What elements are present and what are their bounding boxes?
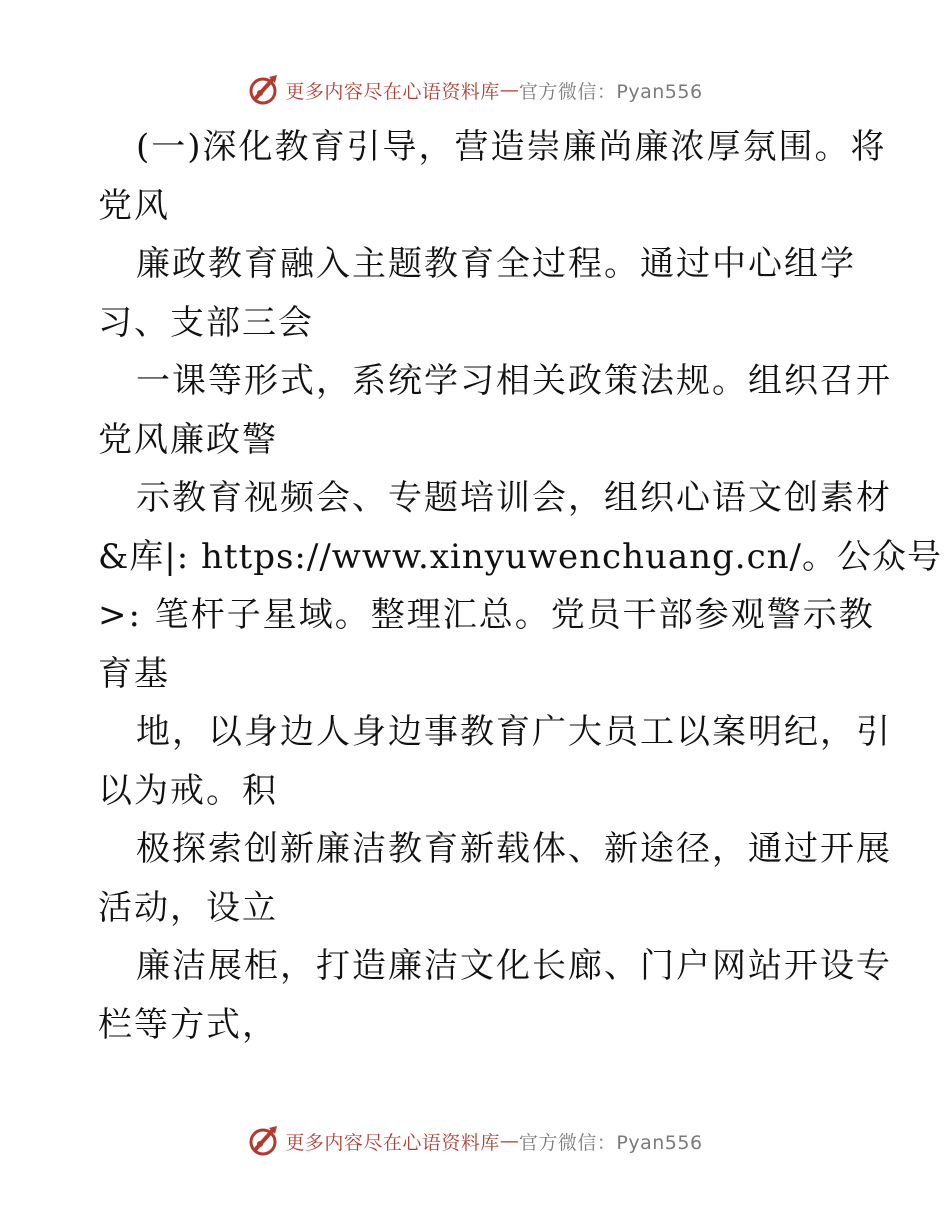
- banner-dash: —: [499, 79, 519, 101]
- paragraph-line: &库|: https://www.xinyuwenchuang.cn/。公众号: [98, 536, 943, 577]
- banner-dash: —: [499, 1130, 519, 1152]
- document-body: [98, 118, 943, 1054]
- paragraph-line: 育基: [98, 653, 170, 694]
- paragraph-line: 地，以身边人身边事教育广大员工以案明纪，引: [136, 712, 892, 752]
- paragraph-line: 习、支部三会: [98, 302, 314, 343]
- paragraph-line: 一课等形式，系统学习相关政策法规。组织召开: [136, 361, 892, 401]
- paragraph-line: >: 笔杆子星域。整理汇总。党员干部参观警示教: [98, 595, 875, 635]
- header-banner: [0, 70, 950, 110]
- banner-title: 更多内容尽在心语资料库: [285, 80, 500, 103]
- paragraph-line: 党风: [98, 185, 170, 226]
- paragraph-line: 示教育视频会、专题培训会，组织心语文创素材: [136, 478, 892, 518]
- paragraph-line: 廉政教育融入主题教育全过程。通过中心组学: [136, 244, 856, 284]
- paragraph-line: 以为戒。积: [98, 770, 278, 811]
- ink-brush-logo-icon: [247, 73, 281, 107]
- banner-title: 更多内容尽在心语资料库: [285, 1131, 500, 1154]
- paragraph-line: (一)深化教育引导，营造崇廉尚廉浓厚氛围。将: [136, 127, 887, 167]
- paragraph-line: 栏等方式，: [98, 1004, 278, 1045]
- paragraph-line: 廉洁展柜，打造廉洁文化长廊、门户网站开设专: [136, 946, 892, 986]
- paragraph-line: 活动，设立: [98, 887, 278, 928]
- banner-wechat: 官方微信：Pyan556: [518, 80, 703, 103]
- ink-brush-logo-icon: [247, 1124, 281, 1158]
- banner-wechat: 官方微信：Pyan556: [518, 1131, 703, 1154]
- paragraph-line: 党风廉政警: [98, 419, 278, 460]
- paragraph-line: 极探索创新廉洁教育新载体、新途径，通过开展: [136, 829, 892, 869]
- footer-banner: [0, 1121, 950, 1161]
